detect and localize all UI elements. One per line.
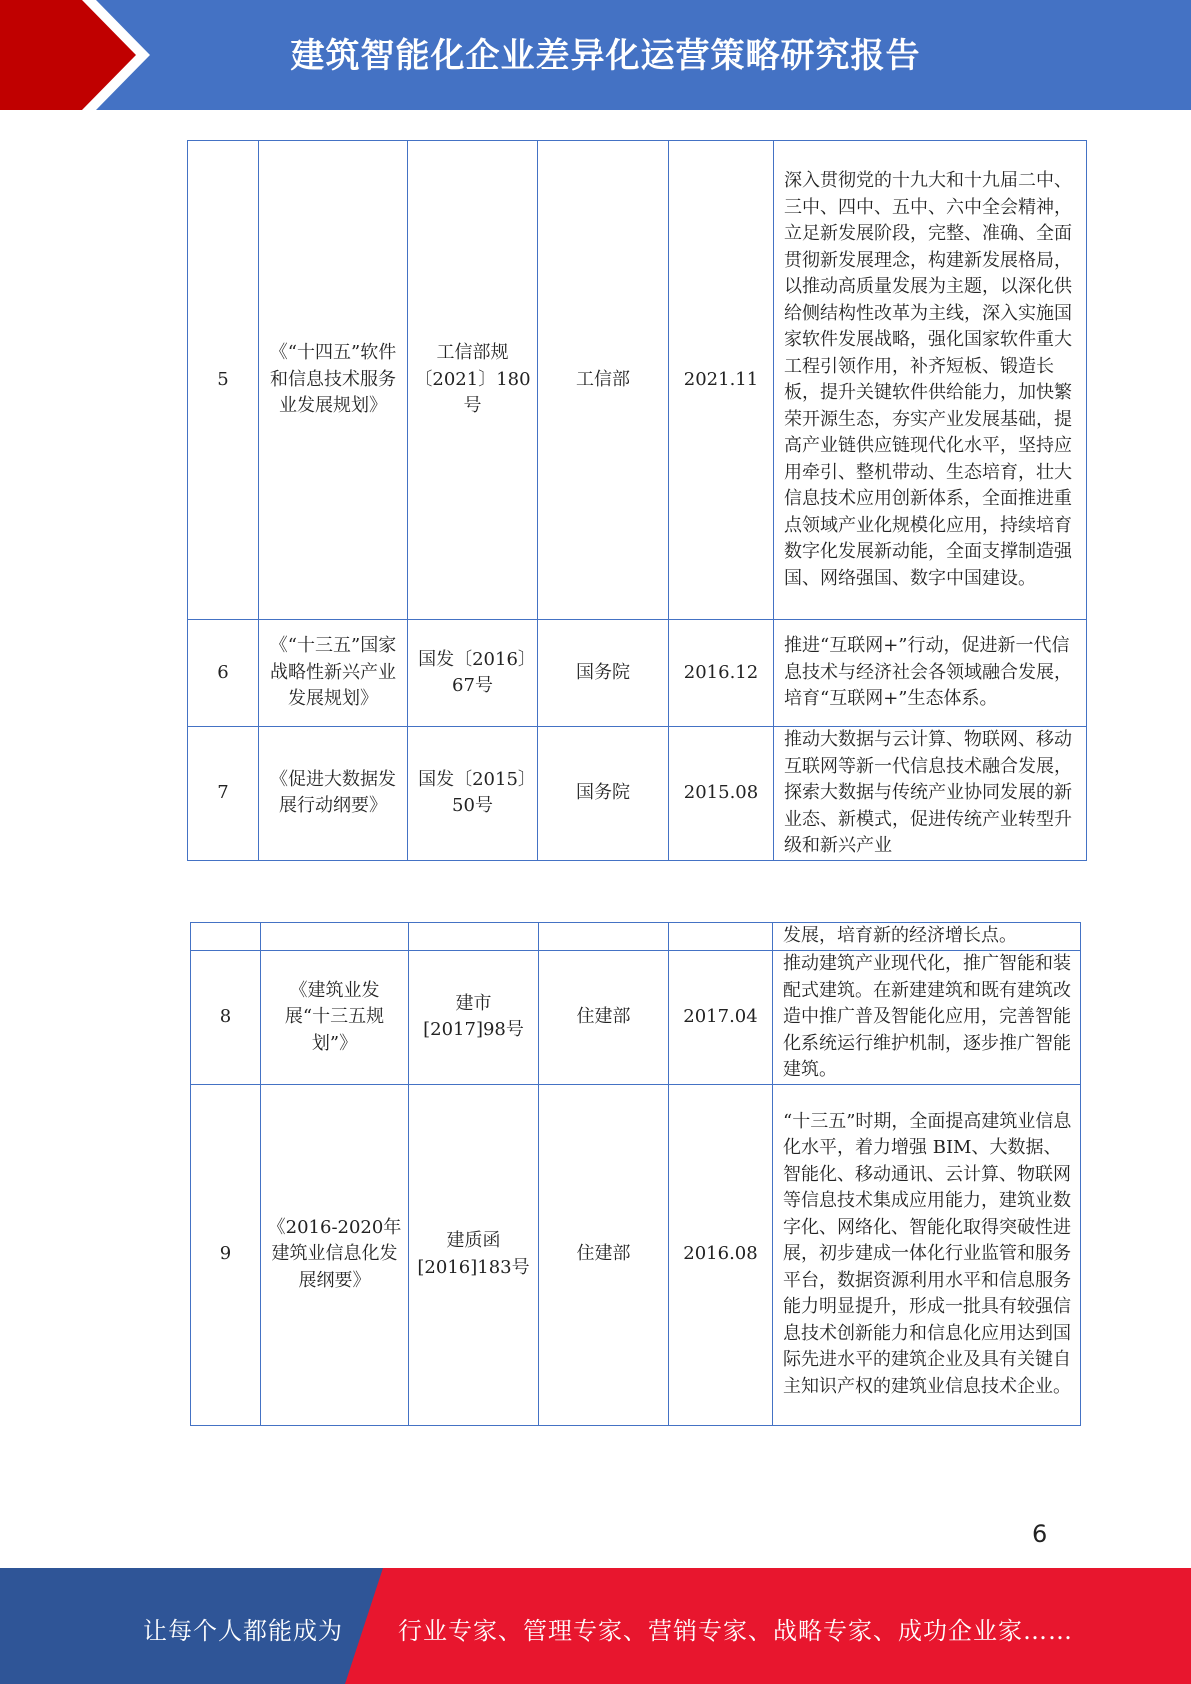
row-number: 5: [188, 141, 259, 620]
empty-cell: [261, 923, 409, 951]
table-row: [191, 951, 1081, 1085]
row-number: 8: [191, 951, 261, 1085]
policy-name: 《2016-2020年建筑业信息化发展纲要》: [261, 1084, 409, 1425]
row-number: 9: [191, 1084, 261, 1425]
footer-slogan-left: 让每个人都能成为: [143, 1617, 343, 1645]
table-row: [188, 141, 1087, 620]
document-number: 建市[2017]98号: [409, 951, 539, 1085]
policy-description-continued: 发展，培育新的经济增长点。: [773, 923, 1081, 951]
document-number: 建质函[2016]183号: [409, 1084, 539, 1425]
page-number: 6: [1032, 1520, 1048, 1548]
policy-name: 《“十四五”软件和信息技术服务业发展规划》: [259, 141, 408, 620]
policy-name: 《“十三五”国家战略性新兴产业发展规划》: [259, 620, 408, 727]
footer-banner: [0, 1568, 1191, 1684]
table-row: [188, 620, 1087, 727]
issue-date: 2017.04: [669, 951, 773, 1085]
policy-name: 《促进大数据发展行动纲要》: [259, 727, 408, 861]
empty-cell: [539, 923, 669, 951]
table-row: [188, 727, 1087, 861]
issuing-body: 工信部: [538, 141, 669, 620]
footer-slogan-right: 行业专家、管理专家、营销专家、战略专家、成功企业家……: [398, 1617, 1073, 1645]
table-row: [191, 1084, 1081, 1425]
policy-description: 深入贯彻党的十九大和十九届二中、三中、四中、五中、六中全会精神，立足新发展阶段，完整、准确、全面贯彻新发展理念，构建新发展格局，以推动高质量发展为主题，以深化供给侧结构性改革为主线，深入实施国家软件发展战略，强化国家软件重大工程引领作用，补齐短板、锻造长板，提升关键软件供给能力，加快繁荣开源生态，夯实产业发展基础，提高产业链供应链现代化水平，坚持应用牵引、整机带动、生态培育，壮大信息技术应用创新体系，全面推进重点领域产业化规模化应用，持续培育数字化发展新动能，全面支撑制造强国、网络强国、数字中国建设。: [774, 141, 1087, 620]
issuing-body: 国务院: [538, 727, 669, 861]
document-number: 国发〔2016〕67号: [408, 620, 538, 727]
issuing-body: 国务院: [538, 620, 669, 727]
document-number: 国发〔2015〕50号: [408, 727, 538, 861]
empty-cell: [191, 923, 261, 951]
document-number: 工信部规〔2021〕180号: [408, 141, 538, 620]
policy-name: 《建筑业发展“十三五规划”》: [261, 951, 409, 1085]
policy-table-bottom: [190, 922, 1081, 1426]
policy-description: 推进“互联网+”行动，促进新一代信息技术与经济社会各领域融合发展，培育“互联网+”生态体系。: [774, 620, 1087, 727]
issuing-body: 住建部: [539, 951, 669, 1085]
policy-description: “十三五”时期，全面提高建筑业信息化水平，着力增强 BIM、大数据、智能化、移动通讯、云计算、物联网等信息技术集成应用能力，建筑业数字化、网络化、智能化取得突破性进展，初步建成一体化行业监管和服务平台，数据资源利用水平和信息服务能力明显提升，形成一批具有较强信息技术创新能力和信息化应用达到国际先进水平的建筑企业及具有关键自主知识产权的建筑业信息技术企业。: [773, 1084, 1081, 1425]
issue-date: 2016.08: [669, 1084, 773, 1425]
report-title: 建筑智能化企业差异化运营策略研究报告: [290, 36, 921, 76]
issuing-body: 住建部: [539, 1084, 669, 1425]
policy-table-top: [187, 140, 1087, 861]
header-banner: [0, 0, 1191, 110]
policy-description: 推动大数据与云计算、物联网、移动互联网等新一代信息技术融合发展，探索大数据与传统产业协同发展的新业态、新模式，促进传统产业转型升级和新兴产业: [774, 727, 1087, 861]
empty-cell: [669, 923, 773, 951]
issue-date: 2015.08: [669, 727, 774, 861]
row-number: 7: [188, 727, 259, 861]
policy-description: 推动建筑产业现代化，推广智能和装配式建筑。在新建建筑和既有建筑改造中推广普及智能化应用，完善智能化系统运行维护机制，逐步推广智能建筑。: [773, 951, 1081, 1085]
issue-date: 2016.12: [669, 620, 774, 727]
row-number: 6: [188, 620, 259, 727]
table-row-continuation: [191, 923, 1081, 951]
empty-cell: [409, 923, 539, 951]
issue-date: 2021.11: [669, 141, 774, 620]
